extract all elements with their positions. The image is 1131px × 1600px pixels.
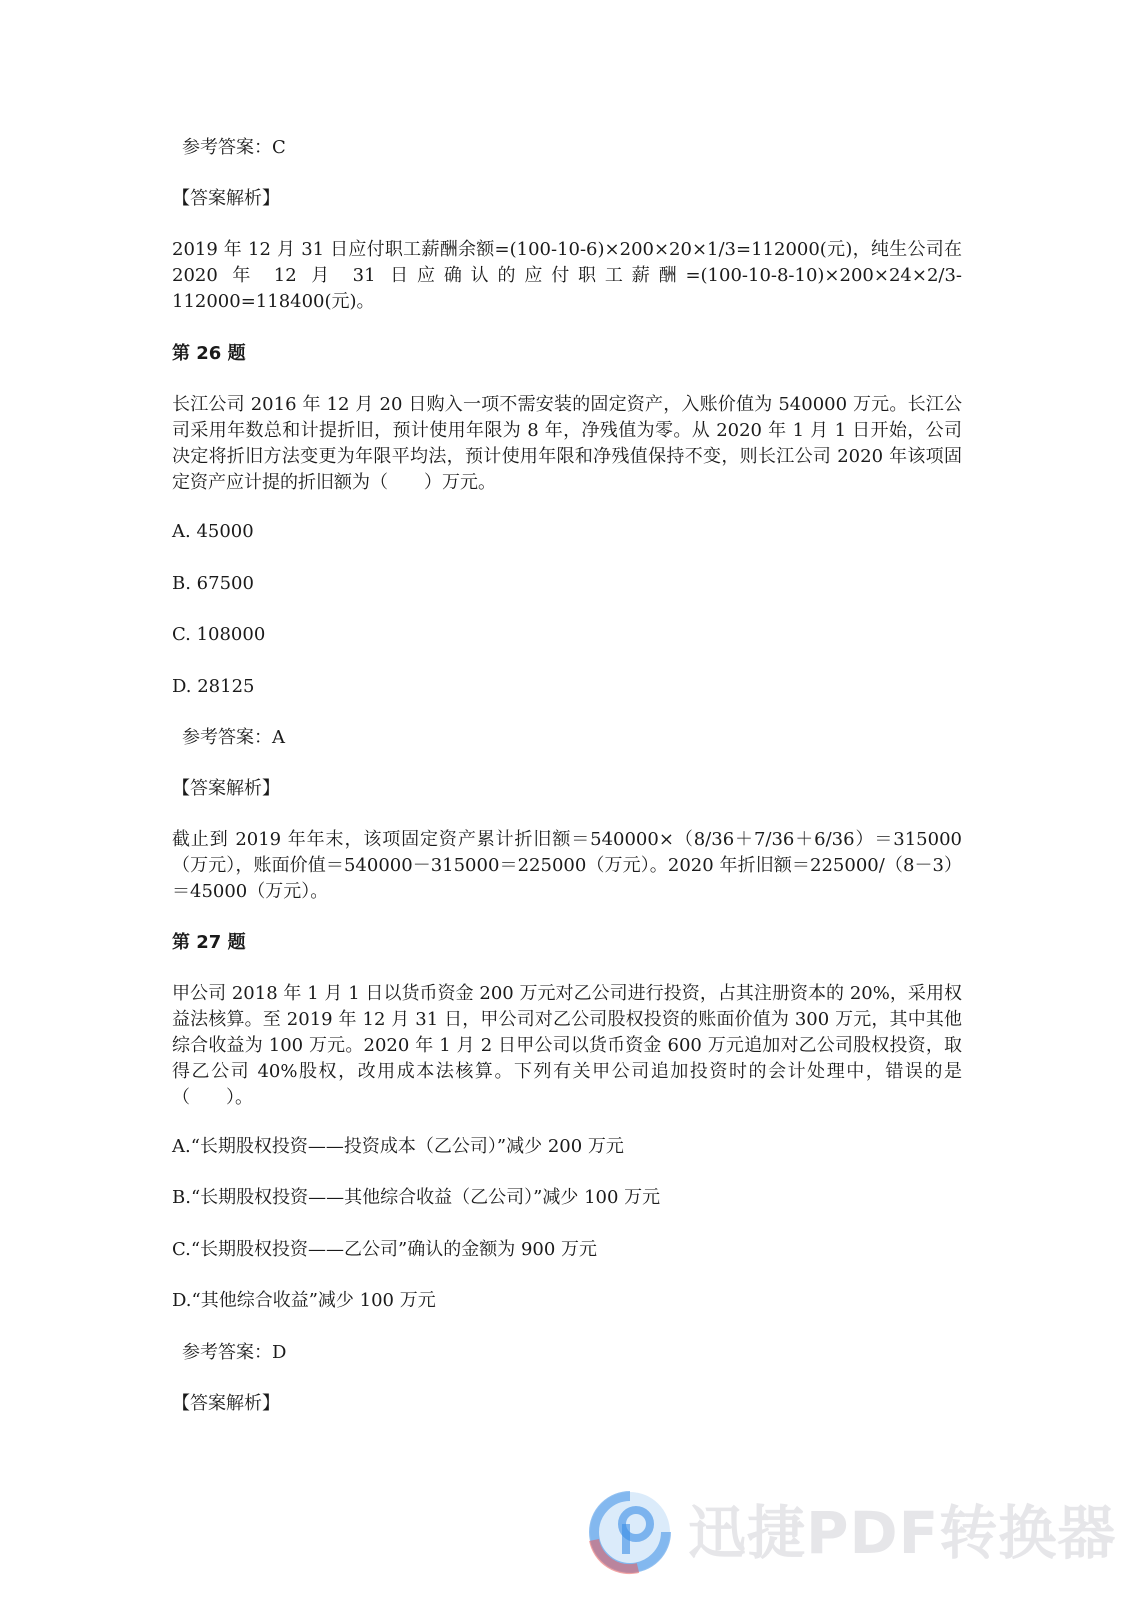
option-item: B. 67500 xyxy=(172,573,254,594)
answer-label: 参考答案：D xyxy=(182,1342,287,1363)
question-title: 第 27 题 xyxy=(172,932,246,953)
watermark xyxy=(586,1488,1117,1578)
analysis-heading: 【答案解析】 xyxy=(172,1393,280,1414)
option-item: C.“长期股权投资——乙公司”确认的金额为 900 万元 xyxy=(172,1239,598,1260)
option-item: A.“长期股权投资——投资成本（乙公司）”减少 200 万元 xyxy=(172,1136,624,1157)
question-text: 长江公司 2016 年 12 月 20 日购入一项不需安装的固定资产，入账价值为 540000 万元。长江公司采用年数总和计提折旧，预计使用年限为 8 年，净残值为零。从 2020 年 1 月 1 日开始，公司决定将折旧方法变更为年限平均法，预计使用年限和净残值保持不变，则长江公司 2020 年该项固定资产应计提的折旧额为（ ）万元。 xyxy=(172,394,962,493)
analysis-heading: 【答案解析】 xyxy=(172,778,280,799)
option-item: A. 45000 xyxy=(172,521,254,542)
explanation-paragraph: 截止到 2019 年年末，该项固定资产累计折旧额＝540000×（8/36＋7/36＋6/36）＝315000（万元），账面价值＝540000－315000＝225000（万元）。2020 年折旧额＝225000/（8－3）＝45000（万元）。 xyxy=(172,829,962,902)
option-item: B.“长期股权投资——其他综合收益（乙公司）”减少 100 万元 xyxy=(172,1187,661,1208)
option-item: C. 108000 xyxy=(172,624,266,645)
explanation-paragraph: 2019 年 12 月 31 日应付职工薪酬余额=(100-10-6)×200×20×1/3=112000(元)，纯生公司在 2020 年 12 月 31 日应确认的应付职工薪酬=(100-10-8-10)×200×24×2/3-112000=118400(元)。 xyxy=(172,239,962,312)
xunjie-pdf-logo-icon xyxy=(586,1488,674,1576)
analysis-heading: 【答案解析】 xyxy=(172,188,280,209)
answer-label: 参考答案：C xyxy=(182,137,286,158)
option-item: D. 28125 xyxy=(172,676,255,697)
question-text: 甲公司 2018 年 1 月 1 日以货币资金 200 万元对乙公司进行投资，占其注册资本的 20%，采用权益法核算。至 2019 年 12 月 31 日，甲公司对乙公司股权投资的账面价值为 300 万元，其中其他综合收益为 100 万元。2020 年 1 月 2 日甲公司以货币资金 600 万元追加对乙公司股权投资，取得乙公司 40%股权，改用成本法核算。下列有关甲公司追加投资时的会计处理中，错误的是（ ）。 xyxy=(172,983,962,1108)
watermark-text: 迅捷PDF转换器 xyxy=(688,1499,1117,1567)
question-title: 第 26 题 xyxy=(172,343,246,364)
option-item: D.“其他综合收益”减少 100 万元 xyxy=(172,1290,436,1311)
answer-label: 参考答案：A xyxy=(182,727,285,748)
